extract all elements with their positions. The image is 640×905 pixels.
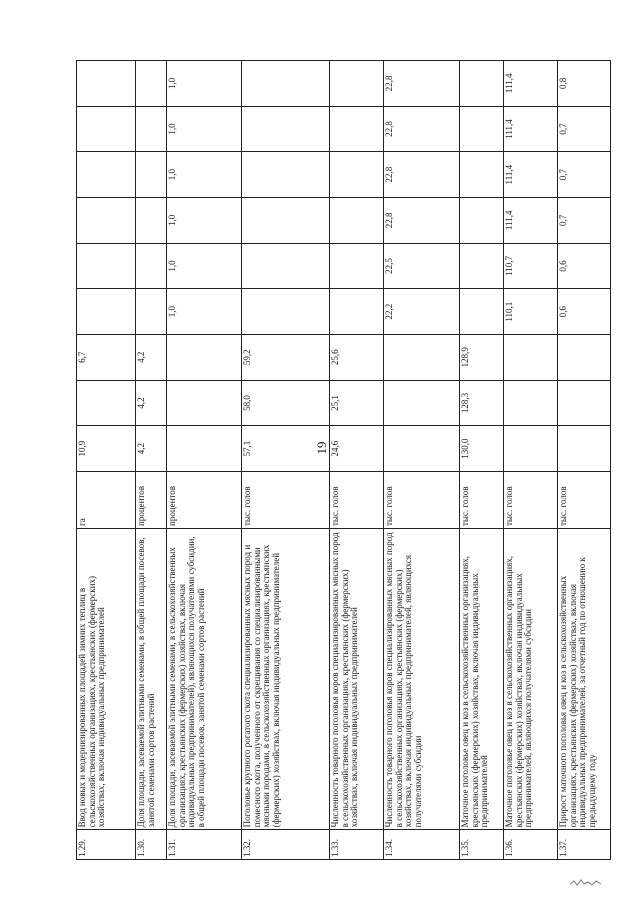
indicator-name: Численность товарного поголовья коров специализированных мясных пород в сельскохозяйственных организациях, крестьянских (фермерских) хозяйствах, включая индивидуальных предпринимателей, являющихся получателями субсидии [384,529,460,830]
value-cell: 110,7 [504,243,558,289]
table-row [136,61,167,860]
value-cell [77,243,136,289]
unit-cell: га [77,471,136,528]
row-number: 1.35. [460,830,504,860]
value-cell [136,289,167,335]
value-cell: 25,1 [330,380,384,426]
value-cell: 1,0 [167,198,242,244]
value-cell: 111,4 [504,198,558,244]
value-cell [460,198,504,244]
indicator-name: Ввод новых и модернизированных площадей зимних теплиц в сельскохозяйственных организациях, крестьянских (фермерских) хозяйствах, включая индивидуальных предпринимателей [77,529,136,830]
value-cell: 22,8 [384,152,460,198]
row-number: 1.31. [167,830,242,860]
table-row [242,61,330,860]
row-number: 1.33. [330,830,384,860]
value-cell [558,426,611,472]
value-cell [460,61,504,107]
value-cell [504,334,558,380]
value-cell [136,152,167,198]
row-number: 1.34. [384,830,460,860]
value-cell: 1,0 [167,106,242,152]
value-cell [242,152,330,198]
value-cell: 22,8 [384,198,460,244]
value-cell [330,198,384,244]
value-cell [242,198,330,244]
table-row [558,61,611,860]
value-cell: 128,9 [460,334,504,380]
value-cell: 110,1 [504,289,558,335]
value-cell [77,106,136,152]
indicator-name: Поголовье крупного рогатого скота специализированных мясных пород и помесного скота, полученного от скрещивания со специализированными мясными породами, в сельскохозяйственных организациях, крестьянских (фермерских) хозяйствах, включая индивидуальных предпринимателей [242,529,330,830]
table-row [167,61,242,860]
value-cell [558,334,611,380]
value-cell [558,380,611,426]
table-row [504,61,558,860]
page-number: 19 [314,441,329,455]
value-cell: 59,2 [242,334,330,380]
value-cell: 0,6 [558,289,611,335]
indicator-name: Численность товарного поголовья коров специализированных мясных пород в сельскохозяйственных организациях, крестьянских (фермерских) хозяйствах, включая индивидуальных предпринимателей [330,529,384,830]
value-cell [330,289,384,335]
value-cell: 57,1 [242,426,330,472]
value-cell [136,106,167,152]
rotated-table-area [76,60,598,860]
row-number: 1.29. [77,830,136,860]
value-cell [460,243,504,289]
table-row [384,61,460,860]
row-number: 1.30. [136,830,167,860]
value-cell: 1,0 [167,289,242,335]
value-cell: 22,2 [384,289,460,335]
value-cell [330,243,384,289]
row-number: 1.32. [242,830,330,860]
value-cell [167,426,242,472]
value-cell [77,380,136,426]
value-cell [460,152,504,198]
value-cell [167,334,242,380]
unit-cell: процентов [136,471,167,528]
table-row [460,61,504,860]
indicator-name: Доля площади, засеваемой элитными семенами, в общей площади посевов, занятой семенами сортов растений [136,529,167,830]
value-cell [77,61,136,107]
table-row [330,61,384,860]
value-cell: 4,2 [136,380,167,426]
unit-cell: процентов [167,471,242,528]
indicator-name: Маточное поголовье овец и коз в сельскохозяйственных организациях, крестьянских (фермерских) хозяйствах, включая индивидуальных предпринимателей [460,529,504,830]
value-cell: 22,8 [384,61,460,107]
unit-cell: тыс. голов [384,471,460,528]
value-cell [460,106,504,152]
indicator-name: Доля площади, засеваемой элитными семенами, в сельскохозяйственных организациях, крестьянских (фермерских) хозяйствах, включая индивидуальных предпринимателей), являющихся получателями субсидии, в общей площади посевов, занятой семенами сортов растений [167,529,242,830]
value-cell [136,61,167,107]
value-cell: 111,4 [504,152,558,198]
value-cell: 0,7 [558,198,611,244]
row-number: 1.36. [504,830,558,860]
value-cell [384,380,460,426]
value-cell [460,289,504,335]
value-cell: 111,4 [504,106,558,152]
value-cell: 4,2 [136,334,167,380]
row-number: 1.37. [558,830,611,860]
value-cell: 24,6 [330,426,384,472]
value-cell: 0,7 [558,106,611,152]
value-cell: 22,8 [384,106,460,152]
value-cell: 0,7 [558,152,611,198]
value-cell [242,243,330,289]
value-cell [384,426,460,472]
value-cell [504,380,558,426]
value-cell [330,106,384,152]
unit-cell: тыс. голов [330,471,384,528]
value-cell [242,289,330,335]
value-cell: 1,0 [167,152,242,198]
value-cell: 58,0 [242,380,330,426]
unit-cell: тыс. голов [504,471,558,528]
indicator-name: Прирост маточного поголовья овец и коз в сельскохозяйственных организациях, крестьянских (фермерских) хозяйствах, включая индивидуальных предпринимателей, за отчетный год по отношению к предыдущему году [558,529,611,830]
value-cell: 0,6 [558,243,611,289]
value-cell: 0,8 [558,61,611,107]
value-cell [77,289,136,335]
value-cell [242,106,330,152]
value-cell: 1,0 [167,61,242,107]
value-cell [136,198,167,244]
indicators-table [76,60,611,860]
table-row [77,61,136,860]
value-cell: 10,9 [77,426,136,472]
value-cell: 1,0 [167,243,242,289]
value-cell [242,61,330,107]
value-cell [77,198,136,244]
indicator-name: Маточное поголовье овец и коз в сельскохозяйственных организациях, крестьянских (фермерских) хозяйствах, включая индивидуальных предпринимателей, являющихся получателями субсидии [504,529,558,830]
unit-cell: тыс. голов [460,471,504,528]
value-cell [330,152,384,198]
value-cell: 6,7 [77,334,136,380]
value-cell [136,243,167,289]
value-cell [330,61,384,107]
value-cell: 128,3 [460,380,504,426]
value-cell: 25,6 [330,334,384,380]
value-cell [167,380,242,426]
unit-cell: тыс. голов [242,471,330,528]
scan-stamp-mark [568,876,604,890]
unit-cell: тыс. голов [558,471,611,528]
value-cell: 4,2 [136,426,167,472]
value-cell [77,152,136,198]
value-cell: 22,5 [384,243,460,289]
value-cell [384,334,460,380]
value-cell: 111,4 [504,61,558,107]
value-cell: 130,0 [460,426,504,472]
value-cell [504,426,558,472]
